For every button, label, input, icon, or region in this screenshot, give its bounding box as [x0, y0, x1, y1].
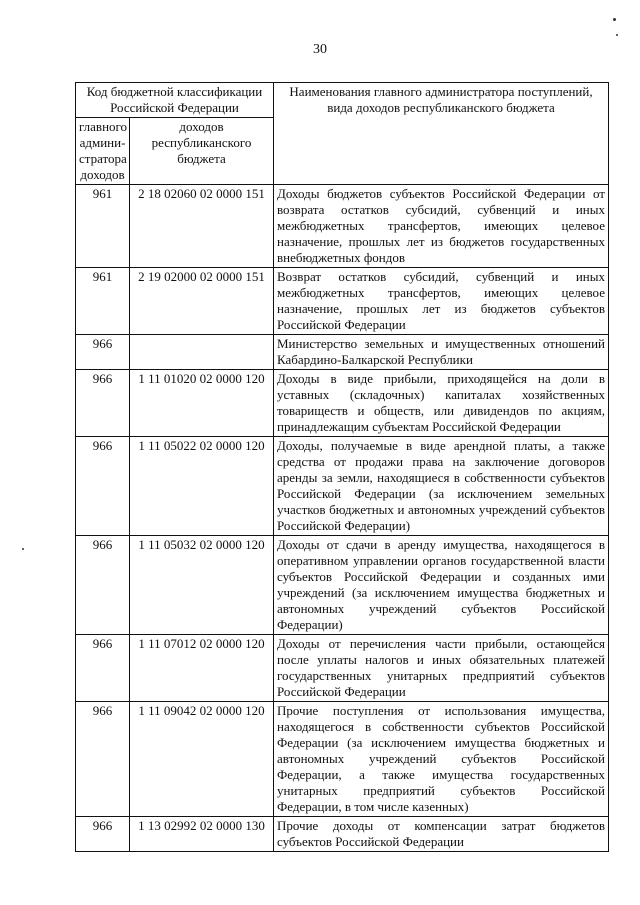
table-row — [76, 268, 609, 335]
revenue-name-cell: Доходы от перечисления части прибыли, остающейся после уплаты налогов и иных обязательных платежей государственных унитарных предприятий субъектов Российской Федерации — [274, 635, 609, 702]
admin-code-cell: 961 — [76, 185, 130, 268]
scan-speck — [22, 548, 24, 550]
revenue-name-cell: Прочие поступления от использования имущества, находящегося в собственности субъектов Российской Федерации (за исключением имущества бюджетных и автономных учреждений субъектов Российской Федерации, а также имущества государственных унитарных предприятий субъектов Российской Федерации, в том числе казенных) — [274, 702, 609, 817]
header-name-cell: Наименования главного администратора поступлений, вида доходов республиканского бюджета — [274, 83, 609, 185]
table-row — [76, 817, 609, 852]
revenue-name-cell: Доходы в виде прибыли, приходящейся на доли в уставных (складочных) капиталах хозяйственных товариществ и обществ, или дивидендов по акциям, принадлежащим субъектам Российской Федерации — [274, 370, 609, 437]
revenue-name-cell: Возврат остатков субсидий, субвенций и иных межбюджетных трансфертов, имеющих целевое назначение, прошлых лет из бюджетов субъектов Российской Федерации — [274, 268, 609, 335]
table-header-row — [76, 83, 609, 118]
page-number: 30 — [313, 42, 327, 57]
revenue-code-cell: 1 11 01020 02 0000 120 — [130, 370, 274, 437]
table-row — [76, 702, 609, 817]
admin-code-cell: 966 — [76, 536, 130, 635]
admin-code-cell: 966 — [76, 635, 130, 702]
admin-code-cell: 966 — [76, 370, 130, 437]
table-row — [76, 437, 609, 536]
header-admin-cell: главного админи-стратора доходов — [76, 118, 130, 185]
header-group-cell: Код бюджетной классификации Российской Федерации — [76, 83, 274, 118]
revenue-code-cell: 1 13 02992 02 0000 130 — [130, 817, 274, 852]
budget-classification-table — [75, 82, 609, 852]
revenue-code-cell: 1 11 07012 02 0000 120 — [130, 635, 274, 702]
admin-code-cell: 966 — [76, 335, 130, 370]
admin-code-cell: 966 — [76, 817, 130, 852]
table-row — [76, 185, 609, 268]
revenue-name-cell: Министерство земельных и имущественных отношений Кабардино-Балкарской Республики — [274, 335, 609, 370]
revenue-code-cell: 1 11 05022 02 0000 120 — [130, 437, 274, 536]
revenue-name-cell: Прочие доходы от компенсации затрат бюджетов субъектов Российской Федерации — [274, 817, 609, 852]
header-code-cell: доходов республиканского бюджета — [130, 118, 274, 185]
admin-code-cell: 961 — [76, 268, 130, 335]
table-row — [76, 335, 609, 370]
scan-speck — [616, 34, 618, 36]
revenue-code-cell — [130, 335, 274, 370]
scan-speck — [613, 18, 616, 21]
revenue-name-cell: Доходы от сдачи в аренду имущества, находящегося в оперативном управлении органов государственной власти субъектов Российской Федерации и созданных ими учреждений (за исключением имущества бюджетных и автономных учреждений субъектов Российской Федерации) — [274, 536, 609, 635]
revenue-code-cell: 2 19 02000 02 0000 151 — [130, 268, 274, 335]
revenue-code-cell: 2 18 02060 02 0000 151 — [130, 185, 274, 268]
table-row — [76, 536, 609, 635]
table-row — [76, 370, 609, 437]
revenue-name-cell: Доходы бюджетов субъектов Российской Федерации от возврата остатков субсидий, субвенций и иных межбюджетных трансфертов, имеющих целевое назначение, прошлых лет из бюджетов государственных внебюджетных фондов — [274, 185, 609, 268]
revenue-name-cell: Доходы, получаемые в виде арендной платы, а также средства от продажи права на заключение договоров аренды за земли, находящиеся в собственности субъектов Российской Федерации (за исключением земельных участков бюджетных и автономных учреждений субъектов Российской Федерации) — [274, 437, 609, 536]
admin-code-cell: 966 — [76, 702, 130, 817]
table-row — [76, 635, 609, 702]
admin-code-cell: 966 — [76, 437, 130, 536]
revenue-code-cell: 1 11 09042 02 0000 120 — [130, 702, 274, 817]
revenue-code-cell: 1 11 05032 02 0000 120 — [130, 536, 274, 635]
